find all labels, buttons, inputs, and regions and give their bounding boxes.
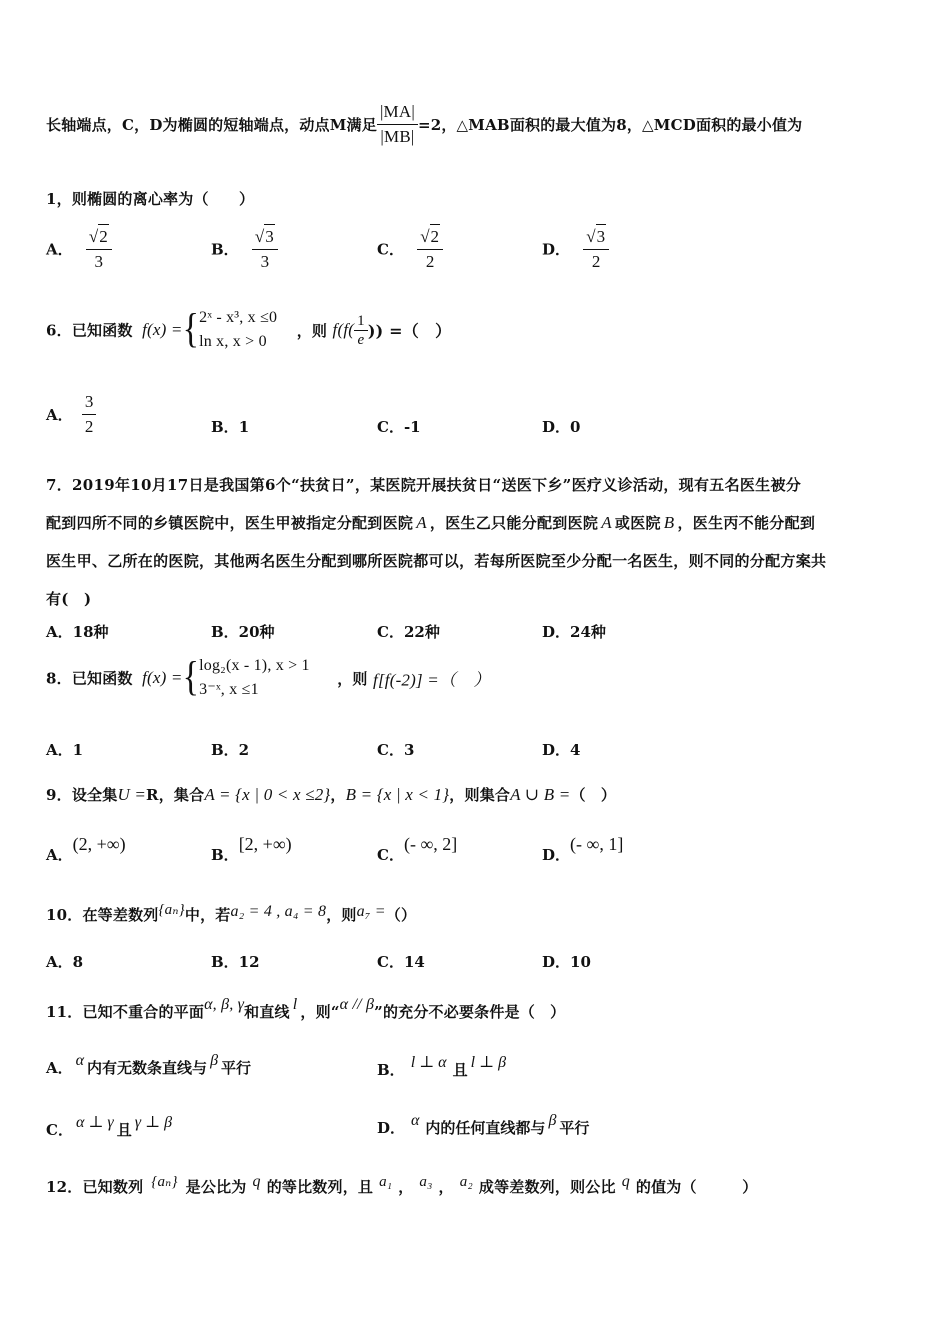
q11-option-b-and: 且 — [452, 1061, 468, 1079]
q12-a1: a₁ — [379, 1174, 393, 1190]
q9-option-a[interactable] — [46, 834, 126, 865]
q6-option-a-frac — [82, 390, 97, 439]
q11-b: 和直线 — [244, 1003, 290, 1021]
q11-option-a-text: 内有无数条直线与 — [87, 1059, 208, 1077]
q1-a-den: 3 — [94, 252, 104, 271]
q1-option-b-label: B． — [211, 240, 239, 259]
q9-option-c[interactable] — [377, 834, 457, 865]
q11-stem — [46, 996, 565, 1022]
q11-option-d-alpha: α — [411, 1112, 420, 1129]
q10-c: ，则 — [326, 906, 357, 924]
q8-option-c[interactable]: C．3 — [377, 741, 415, 759]
q6-option-d-label: D． — [542, 418, 571, 436]
q12-a3: a₃ — [419, 1174, 433, 1190]
q9-union: A ∪ B = — [510, 785, 571, 804]
q6-option-c[interactable] — [377, 416, 421, 437]
q8-cases — [199, 654, 310, 702]
q7-line4: 有( ) — [46, 590, 92, 608]
q11-option-c-cond1: α ⊥ γ — [75, 1114, 114, 1131]
q10-option-d[interactable]: D．10 — [542, 953, 591, 971]
ratio-fraction — [377, 100, 418, 149]
q10-option-c[interactable]: C．14 — [377, 953, 425, 971]
q11-option-b-cond2: l ⊥ β — [470, 1054, 507, 1071]
q11-option-b[interactable] — [377, 1052, 509, 1080]
q9-option-b[interactable] — [211, 834, 292, 865]
top-text-after: =2，△MAB面积的最大值为8，△MCD面积的最小值为 — [417, 116, 803, 134]
q1-option-d[interactable] — [542, 224, 609, 274]
q11-option-b-label: B． — [377, 1061, 405, 1079]
q6-cases — [199, 306, 277, 354]
q6-option-d[interactable] — [542, 416, 580, 437]
q9-option-d-label: D． — [542, 846, 571, 864]
q6-brace: { — [182, 307, 200, 352]
q8-option-b[interactable]: B．2 — [211, 741, 250, 759]
q11-c: ，则“ — [300, 1003, 340, 1021]
q9-option-d-value: (- ∞, 1] — [570, 834, 624, 854]
q12-ratio-q: q — [252, 1173, 261, 1190]
q7-line1: 7．2019年10月17日是我国第6个“扶贫日”，某医院开展扶贫日“送医下乡”医疗义诊活动，现有五名医生被分 — [46, 476, 802, 494]
q11-condition: α // β — [339, 996, 375, 1013]
q11-option-a-label: A． — [46, 1059, 73, 1077]
q1-a-num: √2 — [86, 224, 112, 250]
q11-d: ”的充分不必要条件是（ ） — [374, 1003, 566, 1021]
q7-line2-c: 或医院 — [614, 514, 661, 532]
q10-sequence: {aₙ} — [158, 902, 185, 918]
q10-a: 10．在等差数列 — [46, 906, 159, 924]
q7-hospital-a: A — [416, 513, 427, 532]
q12-ratio-q2: q — [621, 1173, 630, 1190]
q6-case2: ln x, x > 0 — [199, 333, 267, 350]
q7-line2-b: ，医生乙只能分配到医院 — [429, 514, 599, 532]
q12-a: 12．已知数列 — [46, 1178, 144, 1196]
q9-option-c-label: C． — [377, 846, 404, 864]
q6-option-c-value: -1 — [403, 418, 421, 436]
q6-expr-frac — [354, 312, 368, 349]
q9-set-b: B = {x | x < 1} — [345, 785, 450, 804]
q10-option-b[interactable]: B．12 — [211, 953, 260, 971]
q8-stem — [46, 654, 491, 702]
q1-d-num: √3 — [583, 224, 609, 250]
q11-option-a-beta: β — [210, 1052, 219, 1069]
q11-option-c[interactable] — [46, 1112, 175, 1140]
q6-option-d-value: 0 — [570, 418, 581, 436]
q12-sep2: ， — [438, 1178, 454, 1196]
q1-b-den: 3 — [260, 252, 270, 271]
q9-stem — [46, 784, 616, 805]
q6-expr-b: )) =（ ） — [367, 321, 452, 341]
q8-case1: log₂(x - 1), x > 1 — [199, 657, 310, 674]
q6-number: 6．已知函数 — [46, 321, 133, 340]
q1-option-a-frac — [86, 224, 112, 274]
q8-fx: f(x) = — [142, 668, 183, 687]
q9-option-d[interactable] — [542, 834, 623, 865]
q1-option-d-frac — [583, 224, 609, 274]
q12-e: 的值为（ ） — [635, 1178, 758, 1196]
q7-line3: 医生甲、乙所在的医院，其他两名医生分配到哪所医院都可以，若每所医院至少分配一名医生，则不同的分配方案共 — [46, 552, 827, 570]
q8-brace: { — [182, 655, 200, 700]
q12-sequence: {aₙ} — [151, 1174, 178, 1190]
q6-option-a[interactable] — [46, 390, 96, 439]
q11-option-c-cond2: γ ⊥ β — [134, 1114, 173, 1131]
q6-stem — [46, 306, 451, 354]
top-line — [46, 100, 802, 149]
ratio-denominator: |MB| — [380, 127, 415, 146]
q8-number: 8．已知函数 — [46, 669, 133, 688]
q1-c-den: 2 — [425, 252, 435, 271]
q6-expr-den: e — [357, 331, 365, 348]
q11-option-d[interactable] — [377, 1112, 589, 1138]
q1-option-c-frac — [417, 224, 443, 274]
q7-line2 — [46, 504, 906, 542]
q6-a-den: 2 — [84, 417, 94, 436]
q7-option-d[interactable]: D．24种 — [542, 623, 606, 641]
q9-option-a-label: A． — [46, 846, 73, 864]
q11-option-a[interactable] — [46, 1052, 251, 1078]
q9-d: ，则集合 — [449, 786, 511, 804]
q10-target: a₇ = — [356, 903, 386, 920]
q1-option-c-label: C． — [377, 240, 404, 259]
q7-option-b[interactable]: B．20种 — [211, 623, 275, 641]
q9-option-a-value: (2, +∞) — [72, 834, 126, 854]
q11-option-d-text: 内的任何直线都与 — [425, 1119, 546, 1137]
q6-option-b-value: 1 — [238, 418, 250, 436]
q7-hospital-a-2: A — [601, 513, 612, 532]
q11-option-a-tail: 平行 — [221, 1059, 252, 1077]
q9-option-b-label: B． — [211, 846, 239, 864]
q9-universe: U = — [117, 785, 147, 804]
q11-option-d-tail: 平行 — [559, 1119, 590, 1137]
q7-option-a[interactable]: A．18种 — [46, 623, 109, 641]
q11-option-d-label: D． — [377, 1119, 406, 1137]
q6-a-num: 3 — [82, 390, 97, 415]
q11-option-c-and: 且 — [116, 1121, 132, 1139]
q10-d: （） — [385, 906, 417, 924]
q12-b: 是公比为 — [185, 1178, 247, 1196]
q6-fx: f(x) = — [142, 320, 183, 339]
q12-c: 的等比数列，且 — [266, 1178, 374, 1196]
q7-option-c[interactable]: C．22种 — [377, 623, 440, 641]
q11-option-b-cond1: l ⊥ α — [410, 1054, 447, 1071]
q11-line-l: l — [292, 996, 298, 1013]
q1-b-num: √3 — [252, 224, 278, 250]
q11-option-c-label: C． — [46, 1121, 73, 1139]
q1-option-c[interactable] — [377, 224, 443, 274]
q8-option-d[interactable]: D．4 — [542, 741, 581, 759]
q12-a2: a₂ — [459, 1174, 473, 1190]
q7-hospital-b: B — [663, 513, 675, 532]
q11-a: 11．已知不重合的平面 — [46, 1003, 205, 1021]
q1-option-b[interactable] — [211, 224, 278, 274]
q8-option-a[interactable]: A．1 — [46, 741, 84, 759]
q9-option-b-value: [2, +∞) — [238, 834, 292, 854]
q6-mid: ，则 — [296, 321, 328, 340]
q6-option-a-label: A． — [46, 406, 73, 424]
q9-c: ， — [330, 786, 346, 804]
q1-option-a-label: A． — [46, 240, 73, 259]
q7-line2-a: 配到四所不同的乡镇医院中，医生甲被指定分配到医院 — [46, 514, 414, 532]
q1-option-d-label: D． — [542, 240, 571, 259]
q9-e: （ ） — [570, 786, 617, 804]
q7-stem — [46, 466, 906, 618]
q12-stem — [46, 1172, 758, 1197]
top-text-before: 长轴端点，C，D为椭圆的短轴端点，动点M满足 — [46, 116, 377, 134]
q10-b: 中，若 — [184, 906, 231, 924]
q9-a: 9．设全集 — [46, 786, 118, 804]
q1-option-b-frac — [252, 224, 278, 274]
q6-expr-num: 1 — [354, 312, 368, 331]
q12-d: 成等差数列，则公比 — [478, 1178, 616, 1196]
q6-option-c-label: C． — [377, 418, 404, 436]
q6-option-b-label: B． — [211, 418, 239, 436]
q7-line2-d: ，医生丙不能分配到 — [677, 514, 816, 532]
q11-option-d-beta: β — [548, 1112, 557, 1129]
q11-option-a-alpha: α — [75, 1052, 85, 1069]
q10-given: a₂ = 4 , a₄ = 8 — [230, 903, 327, 920]
q6-expr-a: f(f( — [332, 320, 355, 339]
q9-set-a: A = {x | 0 < x ≤2} — [204, 785, 331, 804]
q6-option-b[interactable] — [211, 416, 249, 437]
q10-stem — [46, 900, 416, 925]
q11-planes: α, β, γ — [204, 996, 245, 1013]
q8-expr: f[f(-2)] =（ ） — [373, 670, 491, 690]
q1-c-num: √2 — [417, 224, 443, 250]
q8-case2: 3⁻ˣ, x ≤1 — [199, 681, 259, 698]
q1-d-den: 2 — [591, 252, 601, 271]
q9-option-c-value: (- ∞, 2] — [403, 834, 458, 854]
q9-b: ，集合 — [158, 786, 205, 804]
q1-option-a[interactable] — [46, 224, 112, 274]
q6-case1: 2ˣ - x³, x ≤0 — [199, 309, 278, 326]
q8-mid: ，则 — [337, 669, 368, 688]
q1-stem: 1，则椭圆的离心率为（ ） — [46, 190, 255, 208]
q10-option-a[interactable]: A．8 — [46, 953, 84, 971]
q9-reals: R — [146, 786, 159, 804]
ratio-numerator: |MA| — [377, 100, 418, 125]
q12-sep1: ， — [398, 1178, 414, 1196]
